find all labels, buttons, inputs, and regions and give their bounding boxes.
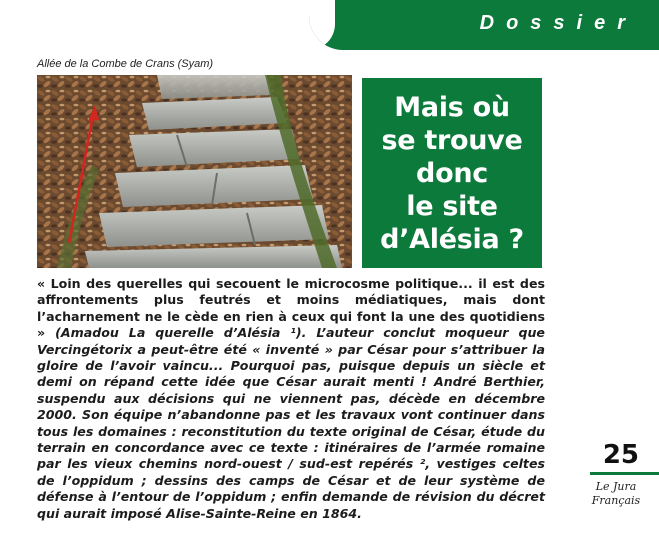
stone-path-image bbox=[37, 75, 352, 268]
article-body bbox=[37, 276, 545, 522]
page-number-rule bbox=[590, 472, 659, 475]
section-banner bbox=[309, 0, 659, 50]
publication-name: Le Jura Français bbox=[591, 480, 641, 507]
title-box bbox=[362, 78, 542, 268]
section-label: Dossier bbox=[479, 12, 637, 34]
article-quote-source: (Amadou La querelle d’Alésia ¹). L’auteur conclut moqueur que Vercingétorix a peut-être été « inventé » par César pour s’attribuer la gloire de l’avoir vaincu... Pourquoi pas, puisque depuis un siècle et demi on répand cette idée que César aurait menti ! André Berthier, suspendu aux décisions qui ne viennent pas, décède en décembre 2000. Son équipe n’abandonne pas et les travaux vont continuer dans tous les domaines : reconstitution du texte original de César, étude du terrain en concordance avec ce texte : itinéraires de l’armée romaine par les vieux chemins nord-ouest / sud-est repérés ², vestiges celtes de l’oppidum ; dessins des camps de César et de leur système de défense à l’entour de l’oppidum ; enfin demande de révision du décret qui aurait imposé Alise-Sainte-Reine en 1864. bbox=[37, 325, 545, 521]
article-intro: « Loin des querelles qui secouent le microcosme politique... il est des affrontements plus feutrés et moins médiatiques, mais dont l’acharnement ne le cède en rien à ceux qui font la une des quotidiens » bbox=[37, 276, 545, 341]
page-number: 25 bbox=[602, 440, 639, 470]
article-title: Mais où se trouve donc le site d’Alésia ? bbox=[380, 91, 524, 255]
article-photo bbox=[37, 75, 352, 268]
photo-caption: Allée de la Combe de Crans (Syam) bbox=[37, 58, 214, 70]
